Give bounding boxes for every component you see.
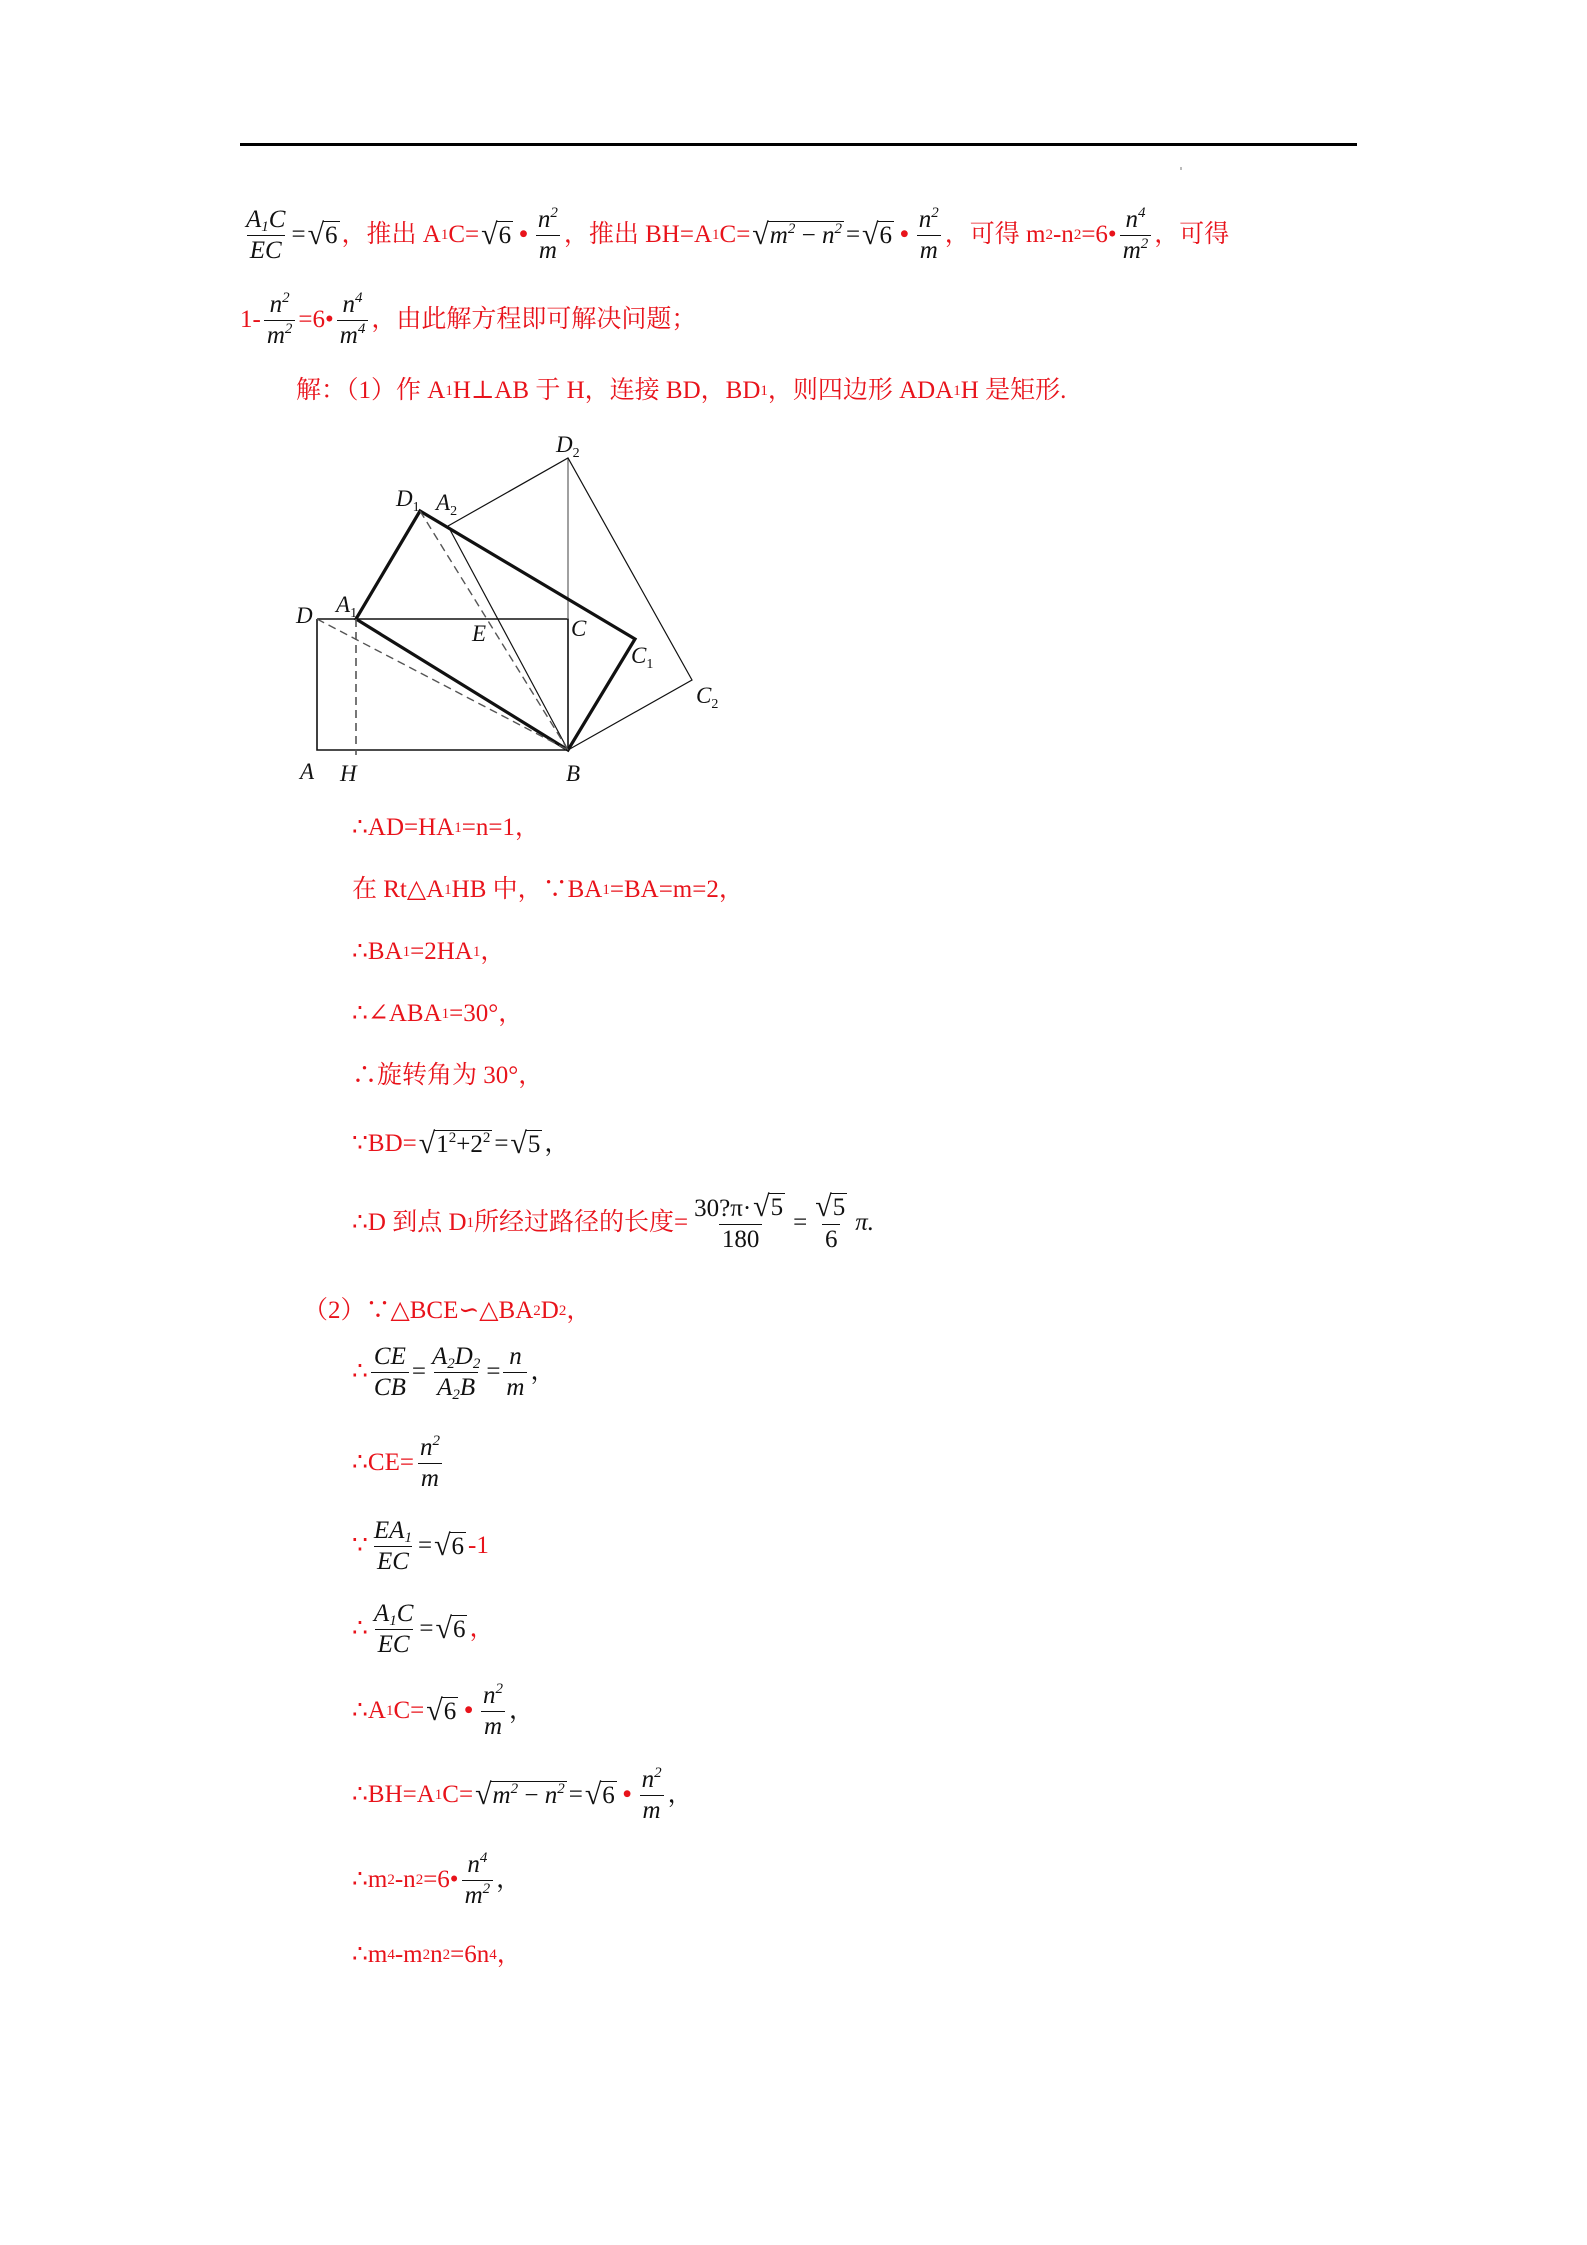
- step-m2-n2: ∴m 2 -n 2 =6 • $\frac{n^4}{m^2}$ ，: [352, 1849, 522, 1909]
- segment-a2-b: [448, 526, 568, 750]
- step-ad: ∴AD=HA 1 =n=1，: [352, 814, 540, 841]
- step-ea1-ec: ∵ $\frac{EA_1}{EC}$ = √ 6 -1: [352, 1516, 489, 1575]
- header-rule: [240, 143, 1357, 146]
- part1-intro: 解：（1）作 A 1 H⊥AB 于 H，连接 BD，BD 1 ，则四边形 ADA 1 H 是矩形.: [296, 377, 1067, 404]
- label-d1: $D_1$: [396, 486, 420, 515]
- step-final: ∴m 4 -m 2 n 2 =6n 4 ，: [352, 1941, 522, 1968]
- label-h: H: [340, 761, 357, 786]
- label-a: A: [300, 759, 315, 784]
- sqrt-6: √ 6: [481, 218, 512, 251]
- label-e: E: [472, 621, 487, 646]
- label-c2: $C_2$: [696, 683, 719, 712]
- page-speck: [1180, 167, 1182, 170]
- sqrt-1-plus-4: √ $1^2+2^2$: [418, 1127, 491, 1160]
- fraction-n4-m2: $\frac{n^4}{m^2}$: [1120, 206, 1152, 265]
- fraction-n2-m: $\frac{n^2}{m}$: [535, 206, 561, 265]
- label-b: B: [566, 761, 581, 786]
- fraction-ea1-ec: $\frac{EA_1}{EC}$: [373, 1516, 412, 1575]
- fraction-n2-m: $\frac{n^2}{m}$: [480, 1682, 506, 1741]
- fraction-arc-length: 30?π· √ 5 180: [694, 1190, 784, 1253]
- sqrt-m2-n2: √ $m^2 - n^2$: [752, 218, 842, 251]
- step-a1c: ∴A 1 C= √ 6 • $\frac{n^2}{m}$ ，: [352, 1680, 534, 1740]
- sqrt-6: √ 6: [426, 1694, 457, 1727]
- label-a2: $A_2$: [436, 490, 458, 519]
- fraction-n2-m2: $\frac{n^2}{m^2}$: [264, 291, 296, 350]
- step-path-length: ∴D 到点 D 1 所经过路径的长度= 30?π· √ 5 180 = √ 5 6 π.: [352, 1190, 874, 1253]
- segment-d-b: [317, 619, 568, 750]
- label-d2: $D_2$: [556, 432, 580, 461]
- step-ce: ∴CE= $\frac{n^2}{m}$: [352, 1428, 446, 1498]
- fraction-n2-m: $\frac{n^2}{m}$: [639, 1766, 665, 1825]
- fraction-n2-m: $\frac{n^2}{m}$: [916, 206, 942, 265]
- sqrt-6: √ 6: [434, 1529, 465, 1562]
- sqrt-5: √ 5: [510, 1127, 541, 1160]
- fraction-a1c-ec: $\frac{A_1C}{EC}$: [246, 205, 286, 264]
- sqrt-6: √ 6: [862, 218, 893, 251]
- label-c: C: [571, 616, 587, 641]
- fraction-n4-m2: $\frac{n^4}{m^2}$: [462, 1851, 494, 1910]
- segment-d1-b: [420, 511, 568, 750]
- part2-intro: （2）∵△BCE∽△BA 2 D 2 ，: [303, 1297, 592, 1324]
- step-bh: ∴BH=A 1 C= √ $m^2 - n^2$ = √ 6 • $\frac{n^2}{m}$ ，: [352, 1764, 693, 1824]
- fraction-n-m: $\frac{n}{m}$: [503, 1343, 527, 1402]
- fraction-a1c-ec: $\frac{A_1C}{EC}$: [373, 1599, 414, 1658]
- sqrt-6: √ 6: [307, 218, 338, 251]
- sqrt-m2-n2: √ $m^2 - n^2$: [475, 1778, 565, 1811]
- step-ratio: ∴ $\frac{CE}{CB}$ = $\frac{A_2D_2}{A_2B}$ = $\frac{n}{m}$ ，: [352, 1342, 556, 1403]
- label-c1: $C_1$: [631, 643, 654, 672]
- label-d: D: [296, 603, 313, 628]
- fraction-a2d2-a2b: $\frac{A_2D_2}{A_2B}$: [431, 1342, 481, 1403]
- step-a1c-ec: ∴ $\frac{A_1C}{EC}$ = √ 6 ，: [352, 1599, 495, 1658]
- label-a1: $A_1$: [336, 592, 358, 621]
- intro-line-1: $\frac{A_1C}{EC}$ = √ 6 ，推出 A 1 C= √ 6 • $\frac{n^2}{m}$ ，推出 BH=A 1 C= √ $m^2 - n^2$ = √ 6 • $\frac{n^2}{m}$ ，可得 m 2 -n 2 =6 • $\frac{n^4}{m^2}$ ，可得: [240, 200, 1229, 270]
- step-bd: ∵BD= √ $1^2+2^2$ = √ 5 ，: [352, 1127, 570, 1160]
- fraction-n2-m: $\frac{n^2}{m}$: [417, 1434, 443, 1493]
- fraction-ce-cb: $\frac{CE}{CB}$: [371, 1343, 409, 1402]
- geometry-diagram: [290, 420, 740, 800]
- step-rt-triangle: 在 Rt△A 1 HB 中，∵BA 1 =BA=m=2，: [352, 876, 744, 903]
- rect-a1d1c1b: [356, 511, 635, 750]
- step-angle: ∴∠ABA 1 =30°，: [352, 1000, 524, 1027]
- fraction-sqrt5-6: √ 5 6: [815, 1190, 846, 1253]
- step-rotation: ∴旋转角为 30°，: [352, 1062, 544, 1089]
- intro-line-2: 1- $\frac{n^2}{m^2}$ =6 • $\frac{n^4}{m^4}$ ，由此解方程即可解决问题；: [240, 289, 697, 349]
- fraction-n4-m4: $\frac{n^4}{m^4}$: [337, 291, 369, 350]
- step-ba1: ∴BA 1 =2HA 1 ，: [352, 938, 506, 965]
- sqrt-6: √ 6: [584, 1778, 615, 1811]
- sqrt-6: √ 6: [435, 1612, 466, 1645]
